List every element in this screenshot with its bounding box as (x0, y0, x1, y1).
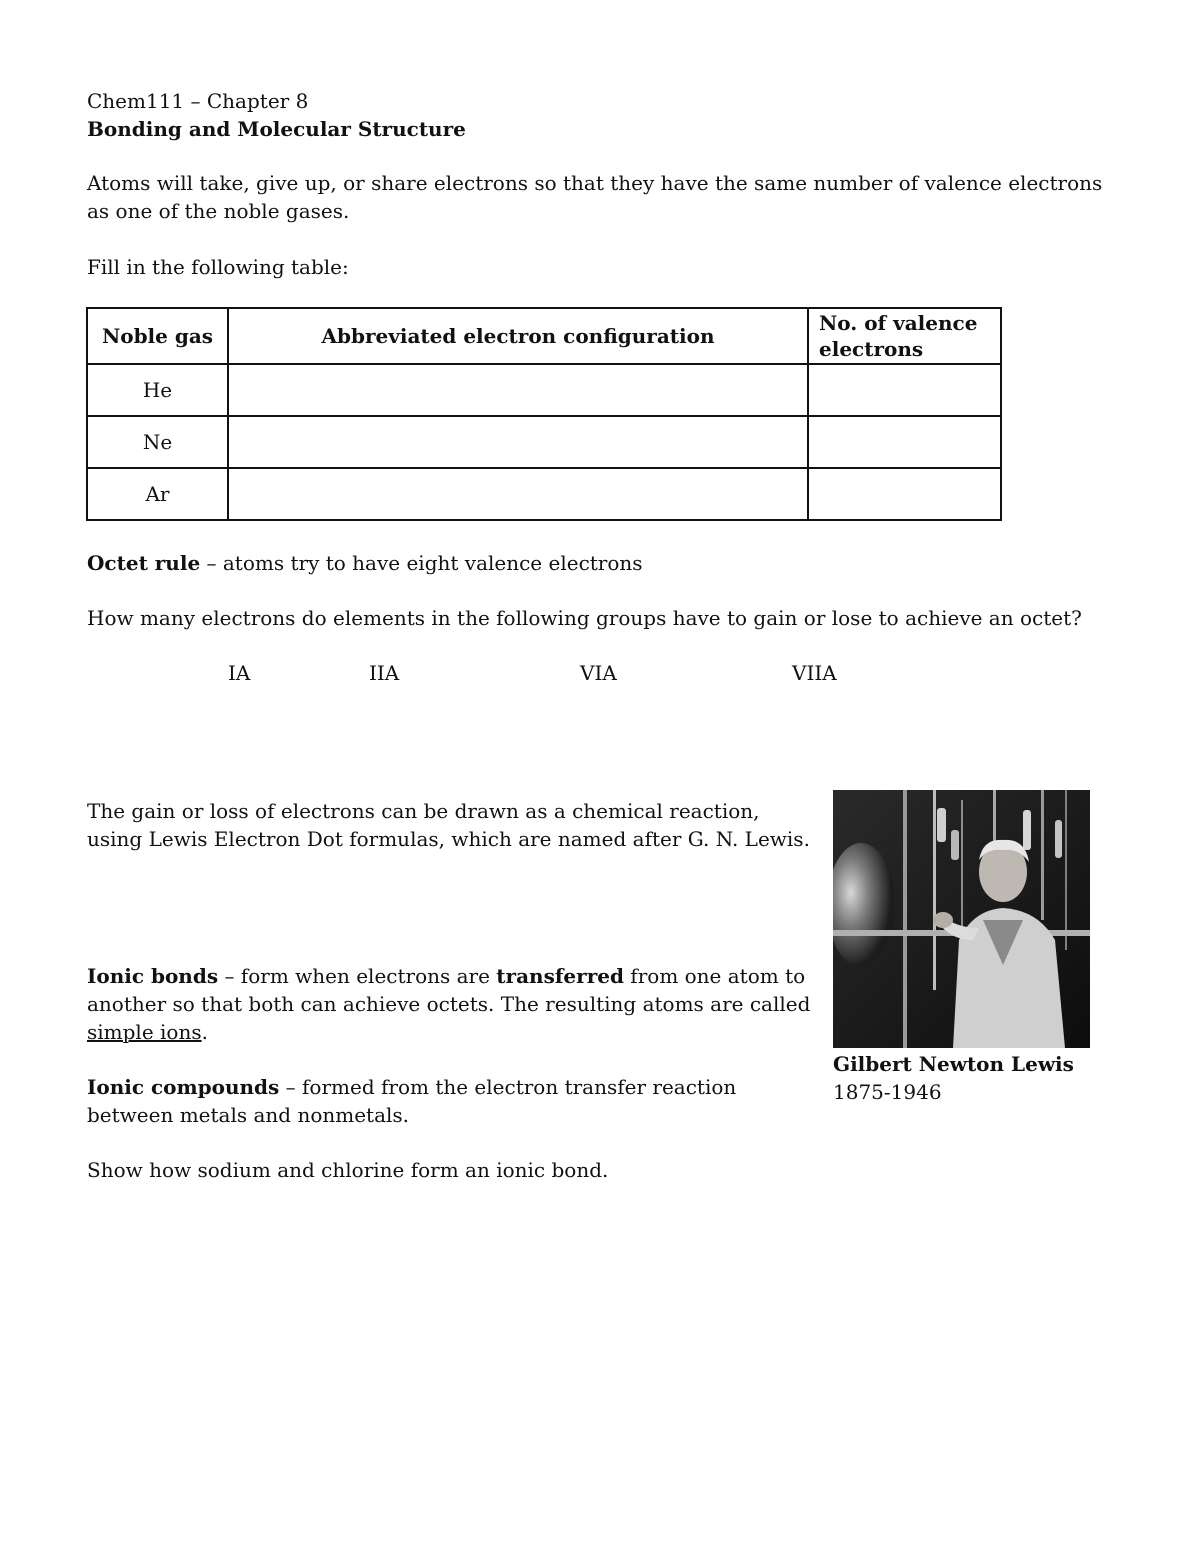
ionic-compounds-definition (87, 1073, 767, 1129)
table-prompt: Fill in the following table: (87, 255, 349, 279)
lewis-portrait-photo (833, 790, 1090, 1048)
ionic-bonds-period: . (201, 1020, 208, 1044)
page-title: Bonding and Molecular Structure (87, 117, 466, 141)
simple-ions-term: simple ions (87, 1020, 202, 1044)
table-row (87, 416, 1001, 468)
table-row (87, 468, 1001, 520)
octet-rule-term: Octet rule (87, 551, 201, 575)
group-label-ia: IA (228, 661, 251, 685)
header-noble-gas: Noble gas (87, 308, 228, 364)
photo-caption-name: Gilbert Newton Lewis (833, 1052, 1074, 1076)
cell-noble-gas: Ar (87, 468, 228, 520)
cell-electron-configuration[interactable] (228, 364, 808, 416)
ionic-bonds-definition (87, 962, 817, 1046)
ionic-compounds-text: – formed from the electron transfer reaction between metals and nonmetals. (87, 1075, 737, 1127)
octet-rule-definition (87, 549, 643, 577)
cell-noble-gas: Ne (87, 416, 228, 468)
course-header: Chem111 – Chapter 8 (87, 89, 309, 113)
photo-caption-years: 1875-1946 (833, 1080, 942, 1104)
ionic-bonds-text: from one atom to another so that both can achieve octets. The resulting atoms are called (87, 964, 811, 1016)
sodium-chlorine-prompt: Show how sodium and chlorine form an ionic bond. (87, 1158, 609, 1182)
ionic-compounds-term: Ionic compounds (87, 1075, 280, 1099)
portrait-illustration (833, 790, 1090, 1048)
group-label-via: VIA (580, 661, 617, 685)
table-header-row (87, 308, 1001, 364)
ionic-bonds-text: – form when electrons are (218, 964, 497, 988)
lewis-dot-paragraph: The gain or loss of electrons can be drawn as a chemical reaction, using Lewis Electron Dot formulas, which are named after G. N. Lewis. (87, 799, 810, 851)
octet-question: How many electrons do elements in the following groups have to gain or lose to achieve an octet? (87, 606, 1082, 630)
cell-valence-electrons[interactable] (808, 364, 1001, 416)
noble-gas-table (86, 307, 1002, 521)
group-label-iia: IIA (369, 661, 400, 685)
group-label-viia: VIIA (792, 661, 837, 685)
cell-electron-configuration[interactable] (228, 468, 808, 520)
table-row (87, 364, 1001, 416)
header-valence-electrons: No. of valence electrons (808, 308, 1001, 364)
octet-rule-text: – atoms try to have eight valence electrons (200, 551, 643, 575)
cell-electron-configuration[interactable] (228, 416, 808, 468)
cell-valence-electrons[interactable] (808, 416, 1001, 468)
cell-valence-electrons[interactable] (808, 468, 1001, 520)
ionic-bonds-term: Ionic bonds (87, 964, 219, 988)
header-electron-configuration: Abbreviated electron configuration (228, 308, 808, 364)
cell-noble-gas: He (87, 364, 228, 416)
transferred-emphasis: transferred (496, 964, 624, 988)
intro-paragraph: Atoms will take, give up, or share electrons so that they have the same number of valence electrons as one of the noble gases. (87, 171, 1103, 223)
